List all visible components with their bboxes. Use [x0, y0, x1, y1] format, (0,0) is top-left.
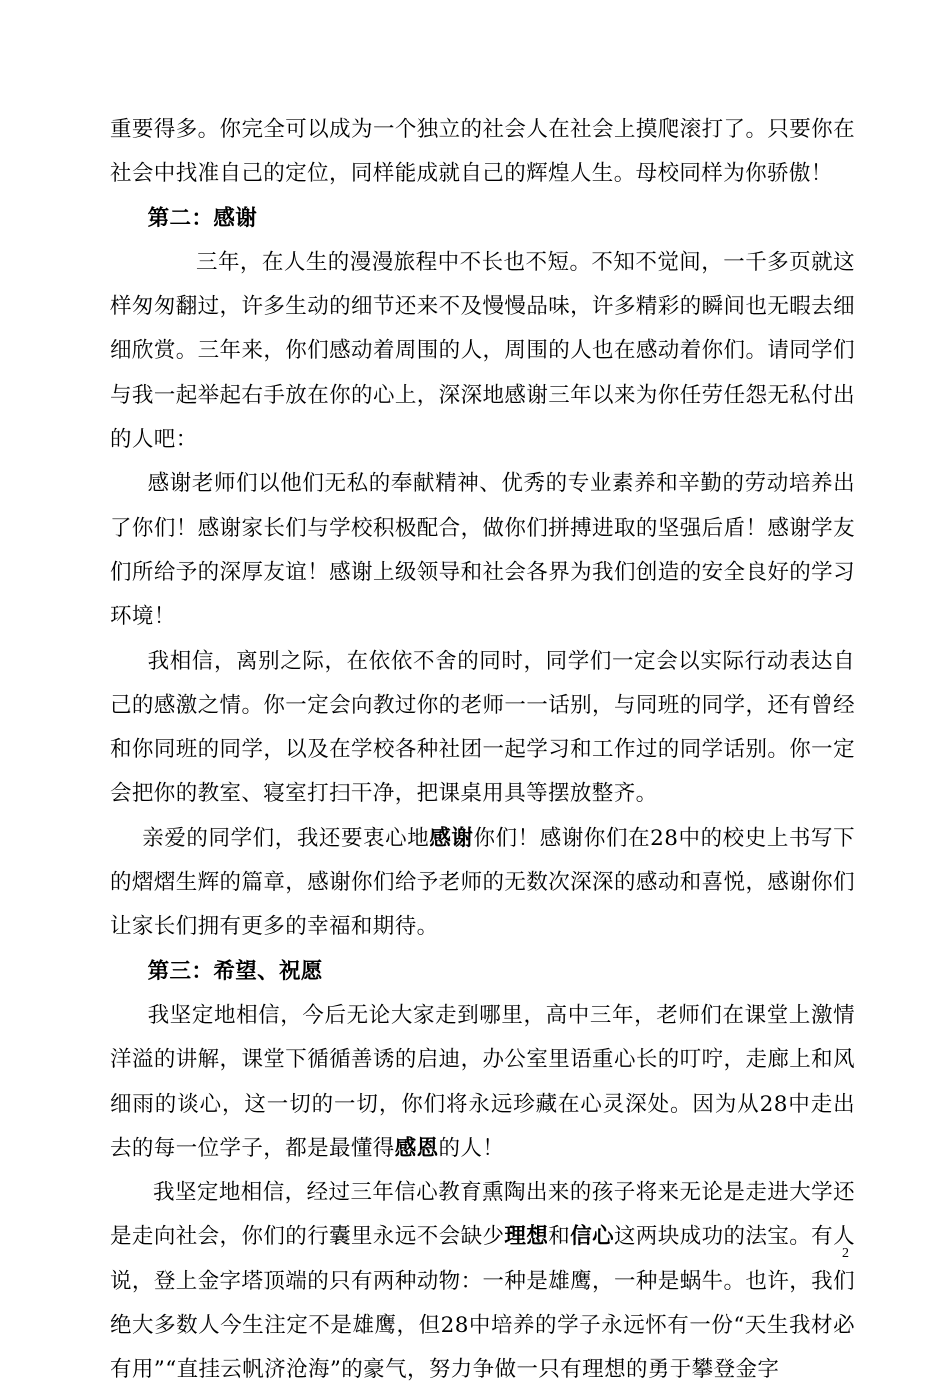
text-run: 这两块成功的法宝。有人说，登上金字塔顶端的只有两种动物：一种是雄鹰，一种是蜗牛。也许，我们绝大多数人今生注定不是雄鹰，但28中培养的学子永远怀有一份“天生我材必有用”“直挂云帆济沧海”的豪气，努力争做一只有理想的勇于攀登金字 — [110, 1224, 855, 1383]
text-run: 我相信，离别之际，在依依不舍的同时，同学们一定会以实际行动表达自己的感激之情。你一定会向教过你的老师一一话别，与同班的同学，还有曾经和你同班的同学，以及在学校各种社团一起学习和工作过的同学话别。你一定会把你的教室、寝室打扫干净，把课桌用具等摆放整齐。 — [110, 648, 855, 807]
paragraph — [110, 994, 855, 1171]
paragraph — [110, 241, 855, 462]
text-run: 第二：感谢 — [147, 205, 258, 231]
paragraph — [110, 817, 855, 950]
page-number: 2 — [842, 1246, 849, 1261]
text-run: 我坚定地相信，经过三年信心教育熏陶出来的孩子将来无论是走进大学还是走向社会，你们的行囊里永远不会缺少 — [110, 1180, 855, 1250]
text-run: 我坚定地相信，今后无论大家走到哪里，高中三年，老师们在课堂上激情洋溢的讲解，课堂下循循善诱的启迪，办公室里语重心长的叮咛，走廊上和风细雨的谈心，这一切的一切，你们将永远珍藏在心灵深处。因为从28中走出去的每一位学子，都是最懂得 — [110, 1002, 855, 1161]
text-run: 亲爱的同学们，我还要衷心地 — [142, 825, 430, 851]
text-run: 重要得多。你完全可以成为一个独立的社会人在社会上摸爬滚打了。只要你在社会中找准自己的定位，同样能成就自己的辉煌人生。母校同样为你骄傲！ — [110, 117, 855, 187]
bold-emphasis: 感恩 — [394, 1135, 439, 1161]
paragraph — [110, 640, 855, 817]
text-run: 的人！ — [438, 1135, 505, 1161]
bold-emphasis: 信心 — [570, 1224, 614, 1250]
text-run: 第三：希望、祝愿 — [147, 958, 323, 984]
paragraph — [110, 462, 855, 639]
text-run: 和 — [548, 1224, 571, 1250]
paragraph — [110, 1171, 855, 1392]
paragraph — [110, 108, 855, 197]
section-heading — [110, 950, 855, 994]
text-run: 三年，在人生的漫漫旅程中不长也不短。不知不觉间，一千多页就这样匆匆翻过，许多生动的细节还来不及慢慢品味，许多精彩的瞬间也无暇去细细欣赏。三年来，你们感动着周围的人，周围的人也在感动着你们。请同学们与我一起举起右手放在你的心上，深深地感谢三年以来为你任劳任怨无私付出的人吧： — [110, 249, 855, 453]
document-body — [110, 108, 855, 1393]
bold-emphasis: 感谢 — [429, 825, 474, 851]
text-run: 感谢老师们以他们无私的奉献精神、优秀的专业素养和辛勤的劳动培养出了你们！感谢家长们与学校积极配合，做你们拼搏进取的坚强后盾！感谢学友们所给予的深厚友谊！感谢上级领导和社会各界为我们创造的安全良好的学习环境！ — [110, 471, 855, 630]
bold-emphasis: 理想 — [504, 1224, 549, 1250]
section-heading — [110, 197, 855, 241]
text-run: 你们！感谢你们在28中的校史上书写下的熠熠生辉的篇章，感谢你们给予老师的无数次深深的感动和喜悦，感谢你们让家长们拥有更多的幸福和期待。 — [110, 825, 856, 940]
